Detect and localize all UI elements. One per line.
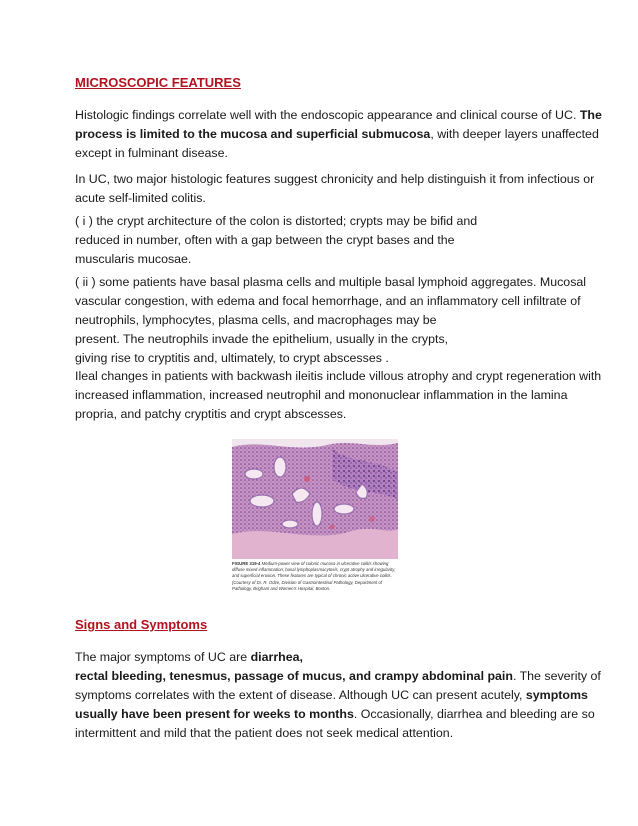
text-line: Ileal changes in patients with backwash ileitis include villous atrophy and crypt regeneration with	[75, 369, 602, 383]
paragraph-symptoms	[75, 648, 601, 743]
text-span: . The severity of	[512, 669, 601, 683]
text-line: giving rise to cryptitis and, ultimately, to crypt abscesses .	[75, 351, 389, 365]
text-line: muscularis mucosae.	[75, 252, 192, 266]
text-line: vascular congestion, with edema and focal hemorrhage, and an inflammatory cell infiltrate of	[75, 294, 581, 308]
text-span: symptoms correlates with the extent of disease. Although UC can present acutely,	[75, 688, 526, 702]
text-line: acute self-limited colitis.	[75, 191, 206, 205]
text-span: . Occasionally, diarrhea and bleeding are so	[353, 707, 595, 721]
bold-text: The	[579, 108, 602, 122]
signs-and-symptoms-heading: Signs and Symptoms	[75, 617, 208, 632]
bold-text: usually have been present for weeks to months	[75, 707, 354, 721]
caption-text: Medium-power view of colonic mucosa in ulcerative colitis showing diffuse mixed inflammation, basal lymphoplasmacytosis, crypt atrophy and irregularity, and superficial erosion. These features are typical of chronic active ulcerative colitis. (Courtesy of Dr. R. Odze, Division of Gastrointestinal Pathology, Department of Pathology, Brigham and Women's Hospital, Boston.	[232, 561, 396, 591]
histology-figure	[232, 439, 398, 592]
text-span: , with deeper layers unaffected	[430, 127, 599, 141]
text-line: except in fulminant disease.	[75, 146, 228, 160]
text-line: reduced in number, often with a gap between the crypt bases and the	[75, 233, 455, 247]
bold-text: symptoms	[525, 688, 588, 702]
text-line: In UC, two major histologic features suggest chronicity and help distinguish it from infectious or	[75, 172, 595, 186]
paragraph-plasma-cells	[75, 273, 587, 368]
text-line: present. The neutrophils invade the epithelium, usually in the crypts,	[75, 332, 449, 346]
text-line: intermittent and mild that the patient does not seek medical attention.	[75, 726, 454, 740]
text-line: increased inflammation, increased neutrophil and mononuclear inflammation in the lamina	[75, 388, 568, 402]
caption-label: FIGURE 319-4	[232, 561, 261, 566]
text-line: ( i ) the crypt architecture of the colon is distorted; crypts may be bifid and	[75, 214, 478, 228]
bold-text: diarrhea,	[250, 650, 303, 664]
paragraph-crypt-architecture	[75, 212, 575, 269]
microscopic-features-heading: MICROSCOPIC FEATURES	[75, 75, 241, 90]
paragraph-histologic-findings	[75, 106, 602, 163]
paragraph-ileal-changes	[75, 367, 602, 424]
bold-text: rectal bleeding, tenesmus, passage of mucus, and crampy abdominal pain	[75, 669, 513, 683]
text-span: The major symptoms of UC are	[75, 650, 251, 664]
bold-text: process is limited to the mucosa and superficial submucosa	[75, 127, 431, 141]
text-line: ( ii ) some patients have basal plasma cells and multiple basal lymphoid aggregates. Mucosal	[75, 275, 587, 289]
text-line: neutrophils, lymphocytes, plasma cells, and macrophages may be	[75, 313, 437, 327]
figure-caption	[232, 561, 398, 592]
text-line: propria, and patchy cryptitis and crypt abscesses.	[75, 407, 347, 421]
micrograph-image	[232, 439, 398, 559]
paragraph-chronicity	[75, 170, 595, 208]
text-span: Histologic findings correlate well with the endoscopic appearance and clinical course of UC.	[75, 108, 580, 122]
